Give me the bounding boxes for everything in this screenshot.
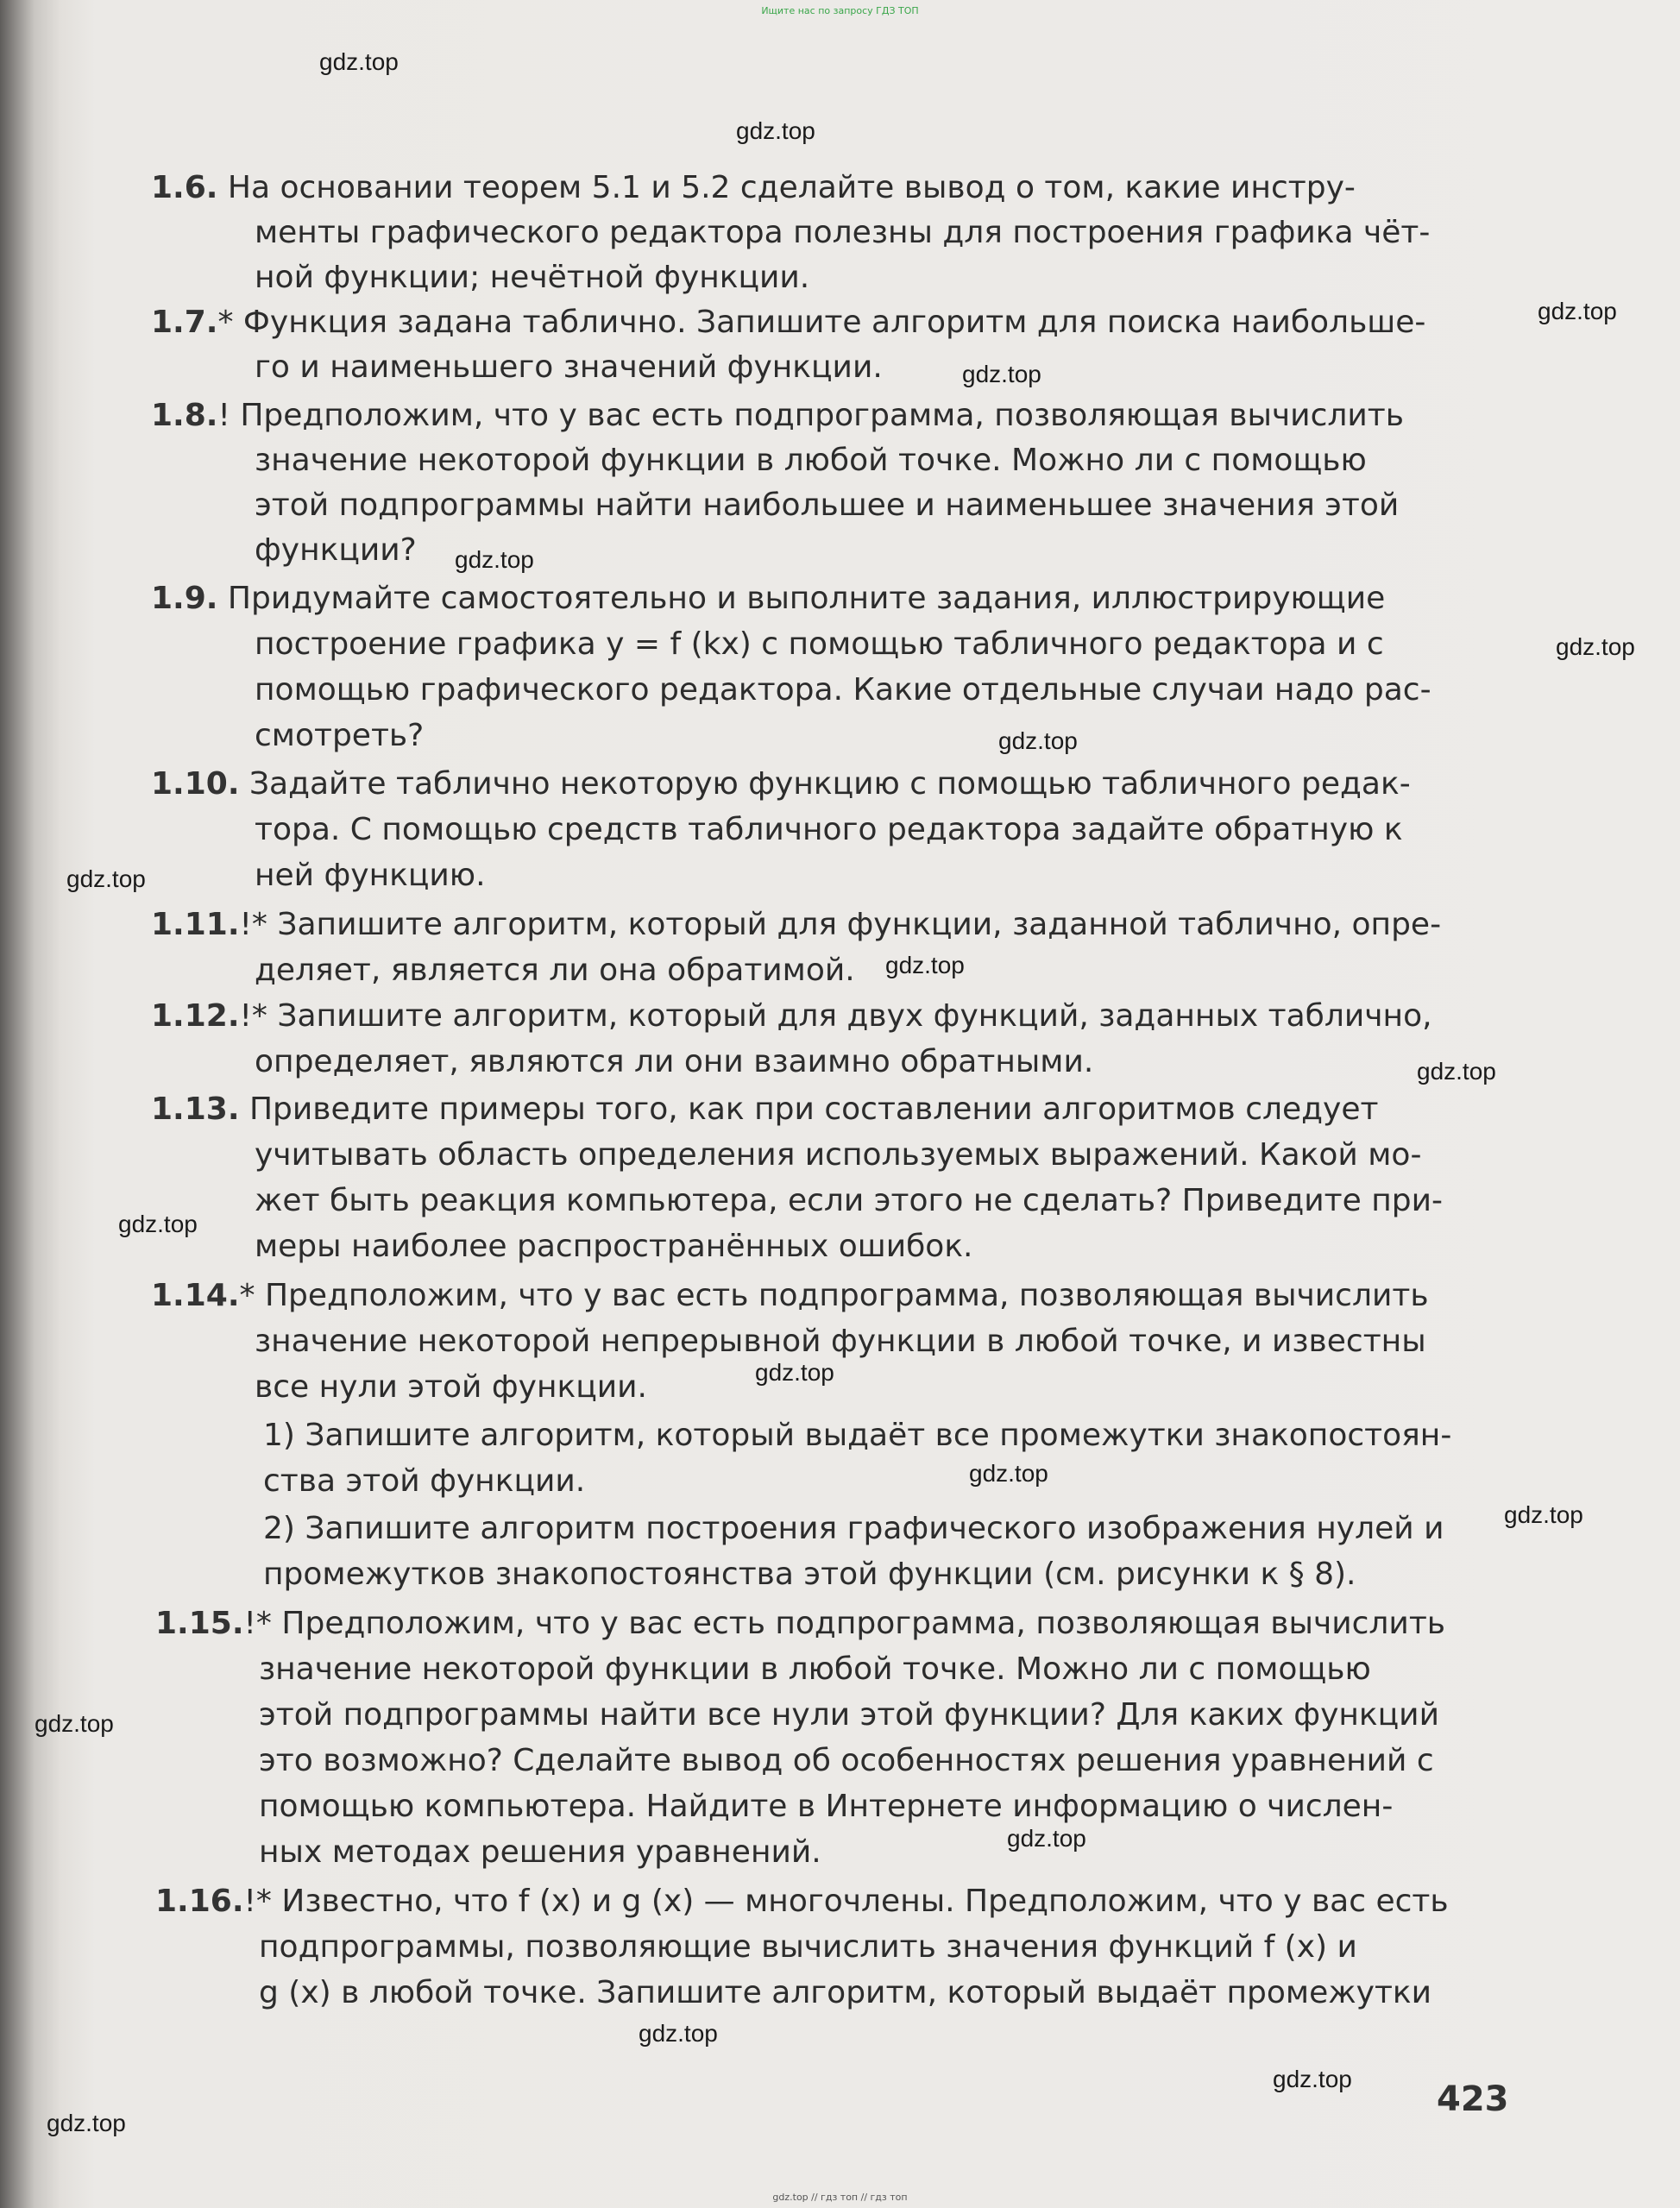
exercise-line: жет быть реакция компьютера, если этого не сделать? Приведите при- bbox=[255, 1183, 1443, 1218]
exercise-line: 1.15.!* Предположим, что у вас есть подпрограмма, позволяющая вычислить bbox=[155, 1606, 1446, 1641]
exercise-line: помощью компьютера. Найдите в Интернете информацию о числен- bbox=[259, 1789, 1394, 1824]
exercise-line: все нули этой функции. bbox=[255, 1369, 647, 1405]
exercise-line: значение некоторой функции в любой точке. Можно ли с помощью bbox=[259, 1651, 1371, 1687]
exercise-line: 1.13. Приведите примеры того, как при составлении алгоритмов следует bbox=[151, 1091, 1379, 1127]
exercise-line: ной функции; нечётной функции. bbox=[255, 260, 810, 295]
watermark: gdz.top bbox=[47, 2110, 126, 2136]
exercise-line: 1.12.!* Запишите алгоритм, который для двух функций, заданных таблично, bbox=[151, 998, 1432, 1034]
exercise-line: промежутков знакопостоянства этой функции (см. рисунки к § 8). bbox=[263, 1557, 1356, 1592]
exercise-line: ных методах решения уравнений. bbox=[259, 1834, 821, 1870]
exercise-line: значение некоторой функции в любой точке. Можно ли с помощью bbox=[255, 443, 1367, 478]
exercise-line: менты графического редактора полезны для построения графика чёт- bbox=[255, 215, 1431, 250]
exercise-line: 1) Запишите алгоритм, который выдаёт все промежутки знакопостоян- bbox=[263, 1418, 1452, 1453]
exercise-line: функции? bbox=[255, 532, 417, 568]
watermark: gdz.top bbox=[455, 546, 534, 573]
watermark: gdz.top bbox=[319, 48, 399, 75]
watermark: gdz.top bbox=[885, 952, 965, 978]
exercise-line: ней функцию. bbox=[255, 858, 486, 893]
watermark: gdz.top bbox=[1538, 298, 1617, 324]
watermark: gdz.top bbox=[969, 1460, 1048, 1487]
exercise-line: ства этой функции. bbox=[263, 1463, 586, 1499]
watermark: gdz.top bbox=[755, 1359, 834, 1386]
watermark: gdz.top bbox=[1417, 1058, 1496, 1085]
exercise-line: g (x) в любой точке. Запишите алгоритм, который выдаёт промежутки bbox=[259, 1975, 1432, 2010]
exercise-line: меры наиболее распространённых ошибок. bbox=[255, 1229, 973, 1264]
watermark: gdz.top bbox=[962, 361, 1041, 387]
exercise-line: этой подпрограммы найти наибольшее и наименьшее значения этой bbox=[255, 488, 1400, 523]
watermark: gdz.top bbox=[1273, 2066, 1352, 2092]
watermark: gdz.top bbox=[66, 865, 146, 892]
exercise-line: построение графика y = f (kx) с помощью табличного редактора и с bbox=[255, 626, 1384, 662]
exercise-line: 1.16.!* Известно, что f (x) и g (x) — многочлены. Предположим, что у вас есть bbox=[155, 1884, 1449, 1919]
exercise-line: 2) Запишите алгоритм построения графического изображения нулей и bbox=[263, 1511, 1444, 1546]
watermark: gdz.top bbox=[736, 117, 815, 144]
exercise-line: тора. С помощью средств табличного редактора задайте обратную к bbox=[255, 812, 1403, 847]
exercise-line: учитывать область определения используемых выражений. Какой мо- bbox=[255, 1137, 1422, 1173]
exercise-line: этой подпрограммы найти все нули этой функции? Для каких функций bbox=[259, 1697, 1439, 1733]
watermark: gdz.top bbox=[35, 1710, 114, 1737]
exercise-line: смотреть? bbox=[255, 718, 425, 753]
exercise-line: 1.8.! Предположим, что у вас есть подпрограмма, позволяющая вычислить bbox=[151, 398, 1404, 433]
top-banner: Ищите нас по запросу ГДЗ ТОП bbox=[761, 5, 919, 16]
watermark: gdz.top bbox=[1007, 1825, 1086, 1852]
watermark: gdz.top bbox=[1504, 1501, 1583, 1528]
watermark: gdz.top bbox=[1556, 633, 1635, 660]
watermark: gdz.top bbox=[639, 2020, 718, 2047]
exercise-line: го и наименьшего значений функции. bbox=[255, 349, 883, 385]
exercise-line: деляет, является ли она обратимой. bbox=[255, 953, 855, 988]
exercise-line: 1.14.* Предположим, что у вас есть подпрограмма, позволяющая вычислить bbox=[151, 1278, 1429, 1313]
exercise-line: подпрограммы, позволяющие вычислить значения функций f (x) и bbox=[259, 1929, 1357, 1965]
exercise-line: помощью графического редактора. Какие отдельные случаи надо рас- bbox=[255, 672, 1431, 708]
bottom-banner: gdz.top // гдз топ // гдз топ bbox=[772, 2192, 908, 2203]
page-number: 423 bbox=[1437, 2079, 1509, 2119]
exercise-line: 1.9. Придумайте самостоятельно и выполните задания, иллюстрирующие bbox=[151, 581, 1386, 616]
exercise-line: 1.7.* Функция задана таблично. Запишите алгоритм для поиска наибольше- bbox=[151, 305, 1426, 340]
exercise-line: это возможно? Сделайте вывод об особенностях решения уравнений с bbox=[259, 1743, 1434, 1778]
exercise-line: определяет, являются ли они взаимно обратными. bbox=[255, 1044, 1094, 1079]
watermark: gdz.top bbox=[118, 1211, 198, 1237]
exercise-line: 1.11.!* Запишите алгоритм, который для функции, заданной таблично, опре- bbox=[151, 907, 1442, 942]
exercise-line: 1.6. На основании теорем 5.1 и 5.2 сделайте вывод о том, какие инстру- bbox=[151, 170, 1356, 205]
exercise-line: 1.10. Задайте таблично некоторую функцию с помощью табличного редак- bbox=[151, 766, 1411, 802]
exercise-line: значение некоторой непрерывной функции в любой точке, и известны bbox=[255, 1324, 1426, 1359]
watermark: gdz.top bbox=[998, 727, 1078, 754]
